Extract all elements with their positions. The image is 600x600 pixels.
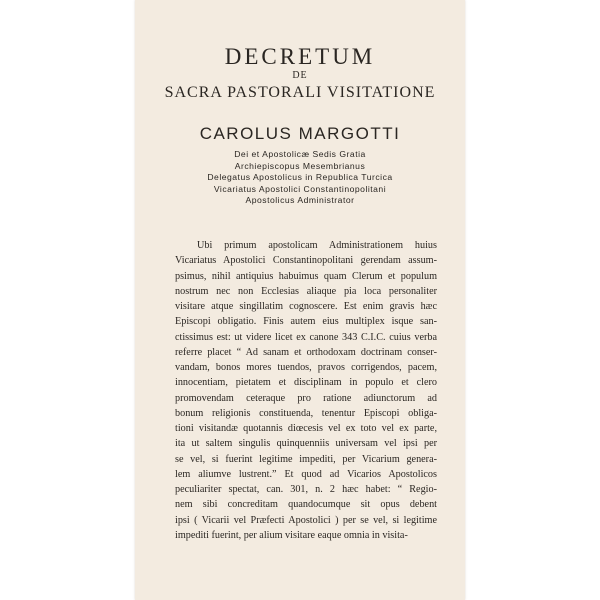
body-line: visitare atque singillatim cognoscere. Est enim gravis hæc [175, 301, 437, 312]
body-line: nostrum nec non Ecclesias aliaque pia loca personaliter [175, 285, 437, 297]
body-line: tioni visitandæ quotannis diœcesis vel ex toto vel ex parte, [175, 423, 437, 434]
author-title-line: Delegatus Apostolicus in Republica Turcica [207, 172, 393, 183]
body-line: ita ut saltem singulis quinquenniis universam vel ipsi per [175, 438, 437, 450]
body-line: peculiariter spectat, can. 301, n. 2 hæc habet: “ Regio- [175, 484, 437, 495]
author-title-line: Archiepiscopus Mesembrianus [234, 160, 366, 171]
body-line: ctissimus est: ut videre licet ex canone 343 C.I.C. cuius verba [175, 331, 437, 343]
body-line: psimus, nihil antiquius habuimus quam Clerum et populum [175, 270, 437, 282]
body-line: vandam, bonos mores tuendos, pravos corrigendos, pacem, [175, 362, 437, 373]
body-line: bonum religionis constituenda, tenentur Episcopi obliga- [175, 407, 437, 419]
title-connector: DE [292, 70, 308, 81]
document-page [135, 0, 465, 600]
body-line: Episcopi obligatio. Finis autem eius multiplex isque san- [175, 316, 437, 328]
author-title-line: Vicariatus Apostolici Constantinopolitani [213, 183, 387, 194]
body-line: Vicariatus Apostolici Constantinopolitani gerendam assum- [175, 255, 437, 267]
body-line: lem aliumve lustrent.” Et quod ad Vicarios Apostolicos [175, 468, 437, 480]
body-line: innocentiam, pietatem et disciplinam in populo et clero [175, 377, 437, 389]
body-line: nem sibi concreditam quandocumque sit opus debent [175, 499, 437, 511]
body-line: referre placet “ Ad sanam et orthodoxam doctrinam conser- [175, 346, 437, 358]
body-line: se vel, si fuerint legitime impediti, per Vicarium genera- [175, 453, 437, 465]
body-text [175, 238, 437, 543]
body-line: Ubi primum apostolicam Administrationem huius [197, 240, 437, 251]
author-name: CAROLUS MARGOTTI [199, 124, 401, 143]
body-line: impediti fuerint, per alium visitare eaque omnia in visita- [175, 529, 408, 541]
document-title: DECRETUM [224, 44, 376, 69]
author-title-line: Apostolicus Administrator [245, 195, 355, 206]
body-line: promovendam ceteraque pro ratione adiunctorum ad [175, 392, 437, 404]
author-titles [135, 149, 465, 207]
document-subtitle: SACRA PASTORALI VISITATIONE [164, 84, 436, 101]
body-line: ipsi ( Vicarii vel Præfecti Apostolici ) per se vel, si legitime [175, 514, 437, 526]
author-title-line: Dei et Apostolicæ Sedis Gratia [234, 149, 366, 159]
